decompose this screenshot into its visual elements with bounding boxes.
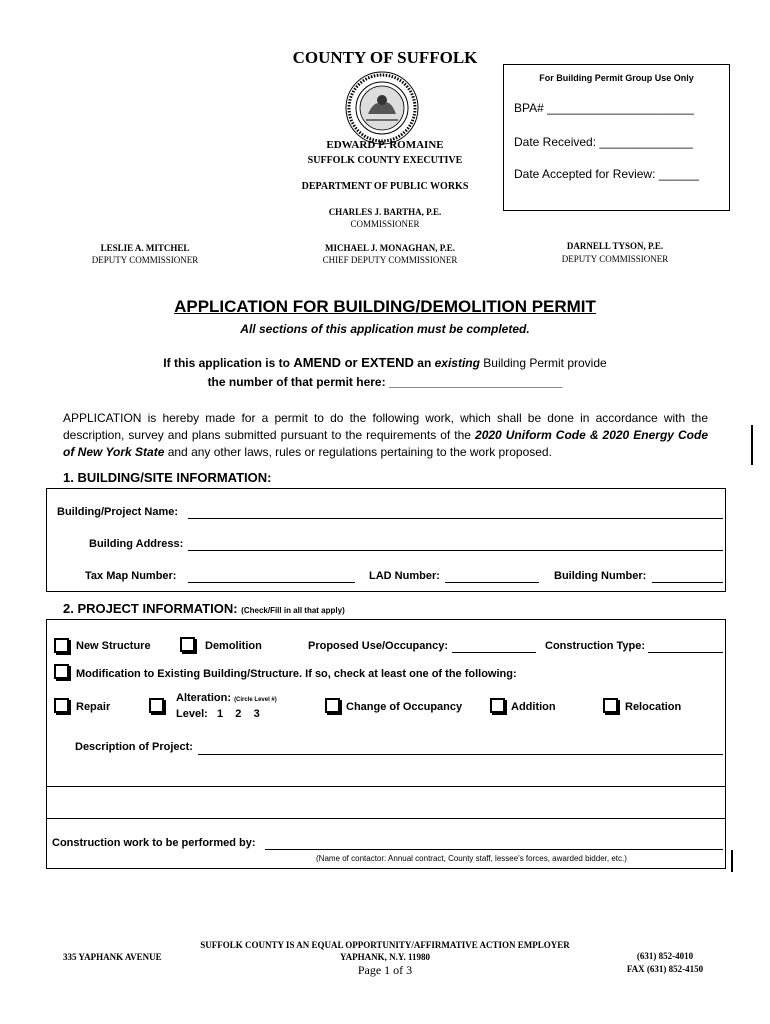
deputy-name: MICHAEL J. MONAGHAN, P.E. [325, 243, 455, 253]
repair-label: Repair [76, 701, 111, 713]
commissioner-name: CHARLES J. BARTHA, P.E. [328, 207, 442, 217]
relocation-label: Relocation [625, 701, 682, 713]
deputy-name: DARNELL TYSON, P.E. [566, 241, 664, 251]
description-label: Description of Project: [75, 741, 193, 753]
deputy-name: LESLIE A. MITCHEL [100, 243, 190, 253]
code-reference: 2020 Uniform Code & 2020 Energy Code of New York State [63, 428, 708, 459]
margin-mark [751, 425, 753, 465]
deputy-title: DEPUTY COMMISSIONER [91, 255, 199, 265]
footer-address: 335 YAPHANK AVENUE [63, 952, 162, 962]
executive-name: EDWARD P. ROMAINE [326, 139, 444, 151]
addition-label: Addition [511, 701, 556, 713]
existing-text: existing [434, 356, 480, 370]
lad-input[interactable] [445, 582, 539, 583]
office-use-box [503, 64, 730, 211]
department-name: DEPARTMENT OF PUBLIC WORKS [301, 181, 469, 192]
executive-title: SUFFOLK COUNTY EXECUTIVE [307, 155, 463, 166]
amend-text: Building Permit provide [479, 356, 607, 370]
footer-city: YAPHANK, N.Y. 11980 [339, 952, 431, 962]
amend-extend-text: AMEND or EXTEND [293, 355, 414, 370]
statement-text: APPLICATION is hereby made for a permit to do the following work, which shall be done in accordance with the description, survey and plans submitted pursuant to the requirements of the [63, 411, 708, 442]
county-seal-icon [344, 70, 420, 146]
change-occupancy-checkbox[interactable] [325, 698, 340, 713]
new-structure-label: New Structure [76, 640, 151, 652]
change-occupancy-label: Change of Occupancy [346, 701, 463, 713]
application-statement [63, 410, 708, 461]
contractor-note: (Name of contactor: Annual contract, County staff, lessee's forces, awarded bidder, etc.) [316, 854, 627, 863]
section2-note: (Check/Fill in all that apply) [241, 606, 345, 615]
building-number-label: Building Number: [554, 570, 647, 582]
building-number-input[interactable] [652, 582, 723, 583]
construction-type-label: Construction Type: [545, 640, 646, 652]
statement-text: and any other laws, rules or regulations pertaining to the work proposed. [164, 445, 552, 459]
margin-mark [731, 850, 733, 872]
footer-phone: (631) 852-4010 [636, 951, 694, 961]
eeo-statement: SUFFOLK COUNTY IS AN EQUAL OPPORTUNITY/AFFIRMATIVE ACTION EMPLOYER [200, 940, 570, 950]
repair-checkbox[interactable] [54, 698, 69, 713]
alteration-label [176, 692, 277, 704]
tax-map-input[interactable] [188, 582, 355, 583]
form-title: APPLICATION FOR BUILDING/DEMOLITION PERMIT [174, 297, 596, 316]
level-options[interactable]: Level: 1 2 3 [176, 708, 260, 720]
divider [47, 786, 725, 787]
amend-text: If this application is to [163, 356, 294, 370]
footer-fax: FAX (631) 852-4150 [626, 964, 704, 974]
commissioner-title: COMMISSIONER [350, 219, 420, 229]
demolition-checkbox[interactable] [180, 637, 195, 652]
modification-checkbox[interactable] [54, 664, 69, 679]
modification-label: Modification to Existing Building/Structure. If so, check at least one of the following: [76, 668, 517, 680]
date-received-field[interactable]: Date Received: ______________ [514, 135, 693, 149]
address-input[interactable] [188, 550, 723, 551]
office-use-title: For Building Permit Group Use Only [539, 73, 694, 83]
section2-heading [63, 601, 345, 616]
section1-heading: 1. BUILDING/SITE INFORMATION: [63, 470, 272, 485]
deputy-title: DEPUTY COMMISSIONER [561, 254, 669, 264]
date-accepted-field[interactable]: Date Accepted for Review: ______ [514, 167, 699, 181]
alteration-text: Alteration: [176, 692, 231, 704]
demolition-label: Demolition [205, 640, 262, 652]
relocation-checkbox[interactable] [603, 698, 618, 713]
bpa-field[interactable]: BPA# ______________________ [514, 101, 694, 115]
construction-type-input[interactable] [648, 652, 723, 653]
alteration-checkbox[interactable] [149, 698, 164, 713]
county-title: COUNTY OF SUFFOLK [292, 48, 478, 67]
construction-work-label: Construction work to be performed by: [52, 837, 256, 849]
lad-label: LAD Number: [369, 570, 440, 582]
permit-number-field[interactable]: the number of that permit here: __________________________ [207, 375, 563, 389]
proposed-use-label: Proposed Use/Occupancy: [308, 640, 448, 652]
description-input[interactable] [198, 754, 723, 755]
address-label: Building Address: [89, 538, 184, 550]
project-name-label: Building/Project Name: [57, 506, 179, 518]
amend-text: an [413, 356, 435, 370]
alteration-note: (Circle Level #) [234, 697, 277, 703]
construction-work-input[interactable] [265, 849, 723, 850]
addition-checkbox[interactable] [490, 698, 505, 713]
amend-instructions [60, 355, 710, 370]
project-name-input[interactable] [188, 518, 723, 519]
tax-map-label: Tax Map Number: [85, 570, 177, 582]
proposed-use-input[interactable] [452, 652, 536, 653]
section2-heading-text: 2. PROJECT INFORMATION: [63, 601, 238, 616]
page-number: Page 1 of 3 [357, 963, 413, 977]
divider [47, 818, 725, 819]
deputy-title: CHIEF DEPUTY COMMISSIONER [322, 255, 458, 265]
form-subtitle: All sections of this application must be completed. [240, 322, 530, 336]
new-structure-checkbox[interactable] [54, 638, 69, 653]
